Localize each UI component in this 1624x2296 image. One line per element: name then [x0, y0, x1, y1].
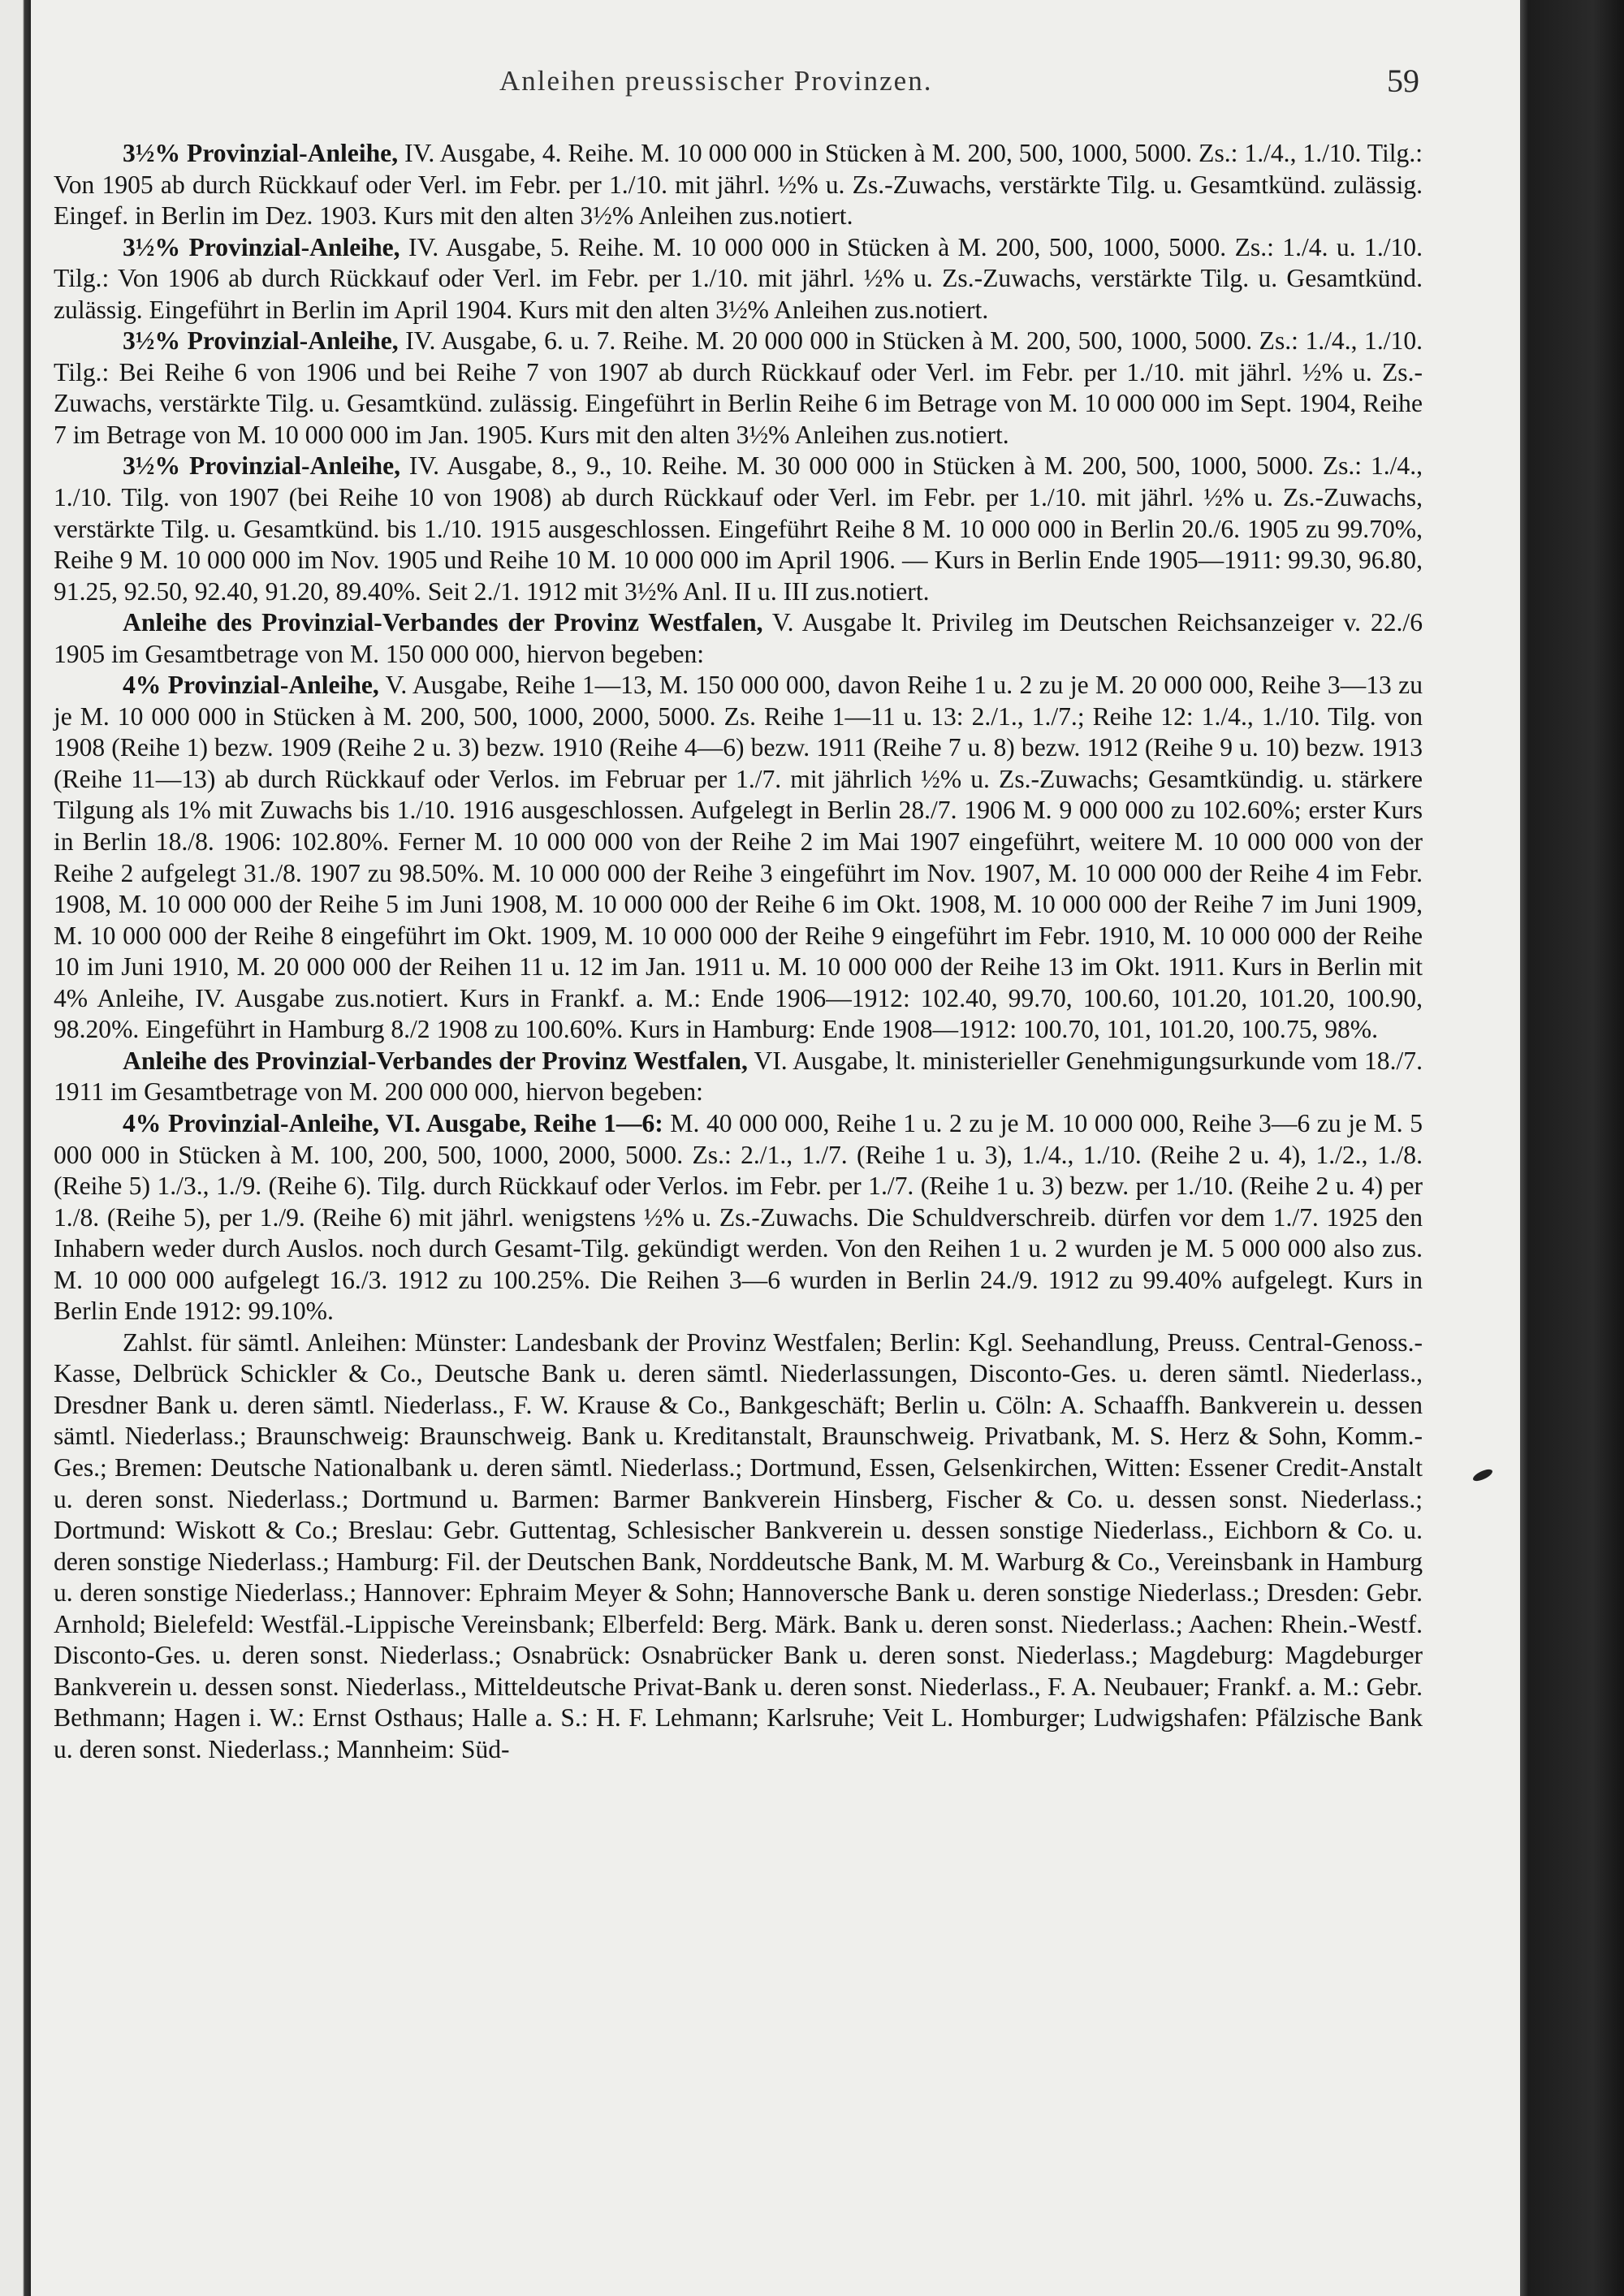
entry-heading: 3½% Provinzial-Anleihe,: [123, 451, 400, 481]
entry-body: IV. Ausgabe, 8., 9., 10. Reihe. M. 30 000 000 in Stücken à M. 200, 500, 1000, 5000. Zs.: 1./4., 1./10. Tilg. von 1907 (bei Reihe 10 von 1908) ab durch Rückkauf oder Verl. im Febr. per 1./10. mit jährl. ½% u. Zs.-Zuwachs, verstärkte Tilg. u. Gesamtkünd. bis 1./10. 1915 ausgeschlossen. Eingeführt Reihe 8 M. 10 000 000 in Berlin 20./6. 1905 zu 99.70%, Reihe 9 M. 10 000 000 im Nov. 1905 und Reihe 10 M. 10 000 000 im April 1906. — Kurs in Berlin Ende 1905—1911: 99.30, 96.80, 91.25, 92.50, 92.40, 91.20, 89.40%. Seit 2./1. 1912 mit 3½% Anl. II u. III zus.notiert.: [54, 451, 1423, 606]
entry-heading: 3½% Provinzial-Anleihe,: [123, 326, 399, 356]
entry-body: IV. Ausgabe, 5. Reihe. M. 10 000 000 in Stücken à M. 200, 500, 1000, 5000. Zs.: 1./4. u. 1./10. Tilg.: Von 1906 ab durch Rückkauf oder Verl. im Febr. per 1./10. mit jährl. ½% u. Zs.-Zuwachs, verstärkte Tilg. u. Gesamtkünd. zulässig. Eingeführt in Berlin im April 1904. Kurs mit den alten 3½% Anleihen zus.notiert.: [54, 232, 1423, 324]
paragraph-anleihe-iv-6-7: [54, 326, 1423, 451]
entry-body: M. 40 000 000, Reihe 1 u. 2 zu je M. 10 000 000, Reihe 3—6 zu je M. 5 000 000 in Stücken à M. 100, 200, 500, 1000, 2000, 5000. Zs.: 2./1., 1./7. (Reihe 1 u. 3), 1./4., 1./10. (Reihe 2 u. 4), 1./2., 1./8. (Reihe 5) 1./3., 1./9. (Reihe 6). Tilg. durch Rückkauf oder Verlos. im Febr. per 1./7. (Reihe 1 u. 3) bezw. per 1./10. (Reihe 2 u. 4) per 1./8. (Reihe 5), per 1./9. (Reihe 6) mit jährl. wenigstens ½% u. Zs.-Zuwachs. Die Schuldverschreib. dürfen vor dem 1./7. 1925 den Inhabern weder durch Auslos. noch durch Gesamt-Tilg. gekündigt werden. Von den Reihen 1 u. 2 wurden je M. 5 000 000 also zus. M. 10 000 000 aufgelegt 16./3. 1912 zu 100.25%. Die Reihen 3—6 wurden in Berlin 24./9. 1912 zu 99.40% aufgelegt. Kurs in Berlin Ende 1912: 99.10%.: [54, 1108, 1423, 1326]
entry-heading: 3½% Provinzial-Anleihe,: [123, 139, 399, 167]
ink-blot-mark: [1471, 1467, 1494, 1483]
entry-heading: 4% Provinzial-Anleihe, VI. Ausgabe, Reihe 1—6:: [123, 1108, 663, 1137]
entry-body: Zahlst. für sämtl. Anleihen: Münster: Landesbank der Provinz Westfalen; Berlin: Kgl. Seehandlung, Preuss. Central-Genoss.-Kasse, Delbrück Schickler & Co., Deutsche Bank u. deren sämtl. Niederlassungen, Disconto-Ges. u. deren sämtl. Niederlass., Dresdner Bank u. deren sämtl. Niederlass., F. W. Krause & Co., Bankgeschäft; Berlin u. Cöln: A. Schaaffh. Bankverein u. dessen sämtl. Niederlass.; Braunschweig: Braunschweig. Bank u. Kreditanstalt, Braunschweig. Privatbank, M. S. Herz & Sohn, Komm.-Ges.; Bremen: Deutsche Nationalbank u. deren sämtl. Niederlass.; Dortmund, Essen, Gelsenkirchen, Witten: Essener Credit-Anstalt u. deren sonst. Niederlass.; Dortmund u. Barmen: Barmer Bankverein Hinsberg, Fischer & Co. u. dessen sonst. Niederlass.; Dortmund: Wiskott & Co.; Breslau: Gebr. Guttentag, Schlesischer Bankverein u. dessen sonstige Niederlass., Eichborn & Co. u. deren sonstige Niederlass.; Hamburg: Fil. der Deutschen Bank, Norddeutsche Bank, M. M. Warburg & Co., Vereinsbank in Hamburg u. deren sonstige Niederlass.; Hannover: Ephraim Meyer & Sohn; Hannoversche Bank u. deren sonstige Niederlass.; Dresden: Gebr. Arnhold; Bielefeld: Westfäl.-Lippische Vereinsbank; Elberfeld: Berg. Märk. Bank u. deren sonst. Niederlass.; Aachen: Rhein.-Westf. Disconto-Ges. u. deren sonst. Niederlass.; Osnabrück: Osnabrücker Bank u. deren sonst. Niederlass.; Magdeburg: Magdeburger Bankverein u. dessen sonst. Niederlass., Mitteldeutsche Privat-Bank u. deren sonst. Niederlass., F. A. Neubauer; Frankf. a. M.: Gebr. Bethmann; Hagen i. W.: Ernst Osthaus; Halle a. S.: H. F. Lehmann; Karlsruhe; Veit L. Homburger; Ludwigshafen: Pfälzische Bank u. deren sonst. Niederlass.; Mannheim: Süd-: [54, 1327, 1423, 1763]
entry-body: IV. Ausgabe, 4. Reihe. M. 10 000 000 in Stücken à M. 200, 500, 1000, 5000. Zs.: 1./4., 1./10. Tilg.: Von 1905 ab durch Rückkauf oder Verl. im Febr. per 1./10. mit jährl. ½% u. Zs.-Zuwachs, verstärkte Tilg. u. Gesamtkünd. zulässig. Eingef. in Berlin im Dez. 1903. Kurs mit den alten 3½% Anleihen zus.notiert.: [54, 139, 1423, 231]
entry-body: IV. Ausgabe, 6. u. 7. Reihe. M. 20 000 000 in Stücken à M. 200, 500, 1000, 5000. Zs.: 1./4., 1./10. Tilg.: Bei Reihe 6 von 1906 und bei Reihe 7 von 1907 ab durch Rückkauf oder Verl. im Febr. per 1./10. mit jährl. ½% u. Zs.-Zuwachs, verstärkte Tilg. u. Gesamtkünd. zulässig. Eingeführt in Berlin Reihe 6 im Betrage von M. 10 000 000 im Sept. 1904, Reihe 7 im Betrage von M. 10 000 000 im Jan. 1905. Kurs mit den alten 3½% Anleihen zus.notiert.: [54, 326, 1423, 449]
paragraph-verband-v: [54, 607, 1423, 670]
entry-body: VI. Ausgabe, lt. ministerieller Genehmigungsurkunde vom 18./7. 1911 im Gesamtbetrage von M. 200 000 000, hiervon begeben:: [54, 1046, 1423, 1107]
running-title: Anleihen preussischer Provinzen.: [499, 65, 933, 97]
paragraph-anleihe-v: [54, 670, 1423, 1046]
page-number: 59: [1387, 63, 1419, 99]
entry-heading: 3½% Provinzial-Anleihe,: [123, 232, 400, 261]
body-text: [54, 138, 1423, 1765]
entry-body: V. Ausgabe lt. Privileg im Deutschen Reichsanzeiger v. 22./6 1905 im Gesamtbetrage von M. 150 000 000, hiervon begeben:: [54, 608, 1423, 668]
paragraph-zahlstellen: [54, 1327, 1423, 1766]
paragraph-verband-vi: [54, 1046, 1423, 1108]
entry-body: V. Ausgabe, Reihe 1—13, M. 150 000 000, davon Reihe 1 u. 2 zu je M. 20 000 000, Reihe 3—13 zu je M. 10 000 000 in Stücken à M. 200, 500, 1000, 2000, 5000. Zs. Reihe 1—11 u. 13: 2./1., 1./7.; Reihe 12: 1./4., 1./10. Tilg. von 1908 (Reihe 1) bezw. 1909 (Reihe 2 u. 3) bezw. 1910 (Reihe 4—6) bezw. 1911 (Reihe 7 u. 8) bezw. 1912 (Reihe 9 u. 10) bezw. 1913 (Reihe 11—13) ab durch Rückkauf oder Verlos. im Februar per 1./7. mit jährlich ½% u. Zs.-Zuwachs; Gesamtkündig. u. stärkere Tilgung als 1% mit Zuwachs bis 1./10. 1916 ausgeschlossen. Aufgelegt in Berlin 28./7. 1906 M. 9 000 000 zu 102.60%; erster Kurs in Berlin 18./8. 1906: 102.80%. Ferner M. 10 000 000 von der Reihe 2 im Mai 1907 eingeführt, weitere M. 10 000 000 von der Reihe 2 aufgelegt 31./8. 1907 zu 98.50%. M. 10 000 000 der Reihe 3 eingeführt im Nov. 1907, M. 10 000 000 der Reihe 4 im Febr. 1908, M. 10 000 000 der Reihe 5 im Juni 1908, M. 10 000 000 der Reihe 6 im Okt. 1908, M. 10 000 000 der Reihe 7 im Juni 1909, M. 10 000 000 der Reihe 8 eingeführt im Okt. 1909, M. 10 000 000 der Reihe 9 eingeführt im Febr. 1910, M. 10 000 000 der Reihe 10 im Juni 1910, M. 20 000 000 der Reihen 11 u. 12 im Jan. 1911 u. M. 10 000 000 der Reihe 13 im Okt. 1911. Kurs in Berlin mit 4% Anleihe, IV. Ausgabe zus.notiert. Kurs in Frankf. a. M.: Ende 1906—1912: 102.40, 99.70, 100.60, 101.20, 101.20, 100.90, 98.20%. Eingeführt in Hamburg 8./2 1908 zu 100.60%. Kurs in Hamburg: Ende 1908—1912: 100.70, 101, 101.20, 100.75, 98%.: [54, 671, 1423, 1044]
book-page: [31, 0, 1520, 2296]
scan-left-edge: [0, 0, 31, 2296]
entry-heading: Anleihe des Provinzial-Verbandes der Provinz Westfalen,: [123, 1046, 748, 1075]
paragraph-anleihe-iv-5: [54, 232, 1423, 326]
entry-heading: 4% Provinzial-Anleihe,: [123, 671, 379, 700]
scan-right-edge: [1520, 0, 1624, 2296]
page-header: [31, 65, 1520, 106]
paragraph-anleihe-vi: [54, 1108, 1423, 1327]
entry-heading: Anleihe des Provinzial-Verbandes der Provinz Westfalen,: [123, 608, 763, 637]
paragraph-anleihe-iv-8-10: [54, 451, 1423, 607]
paragraph-anleihe-iv-4: [54, 138, 1423, 232]
